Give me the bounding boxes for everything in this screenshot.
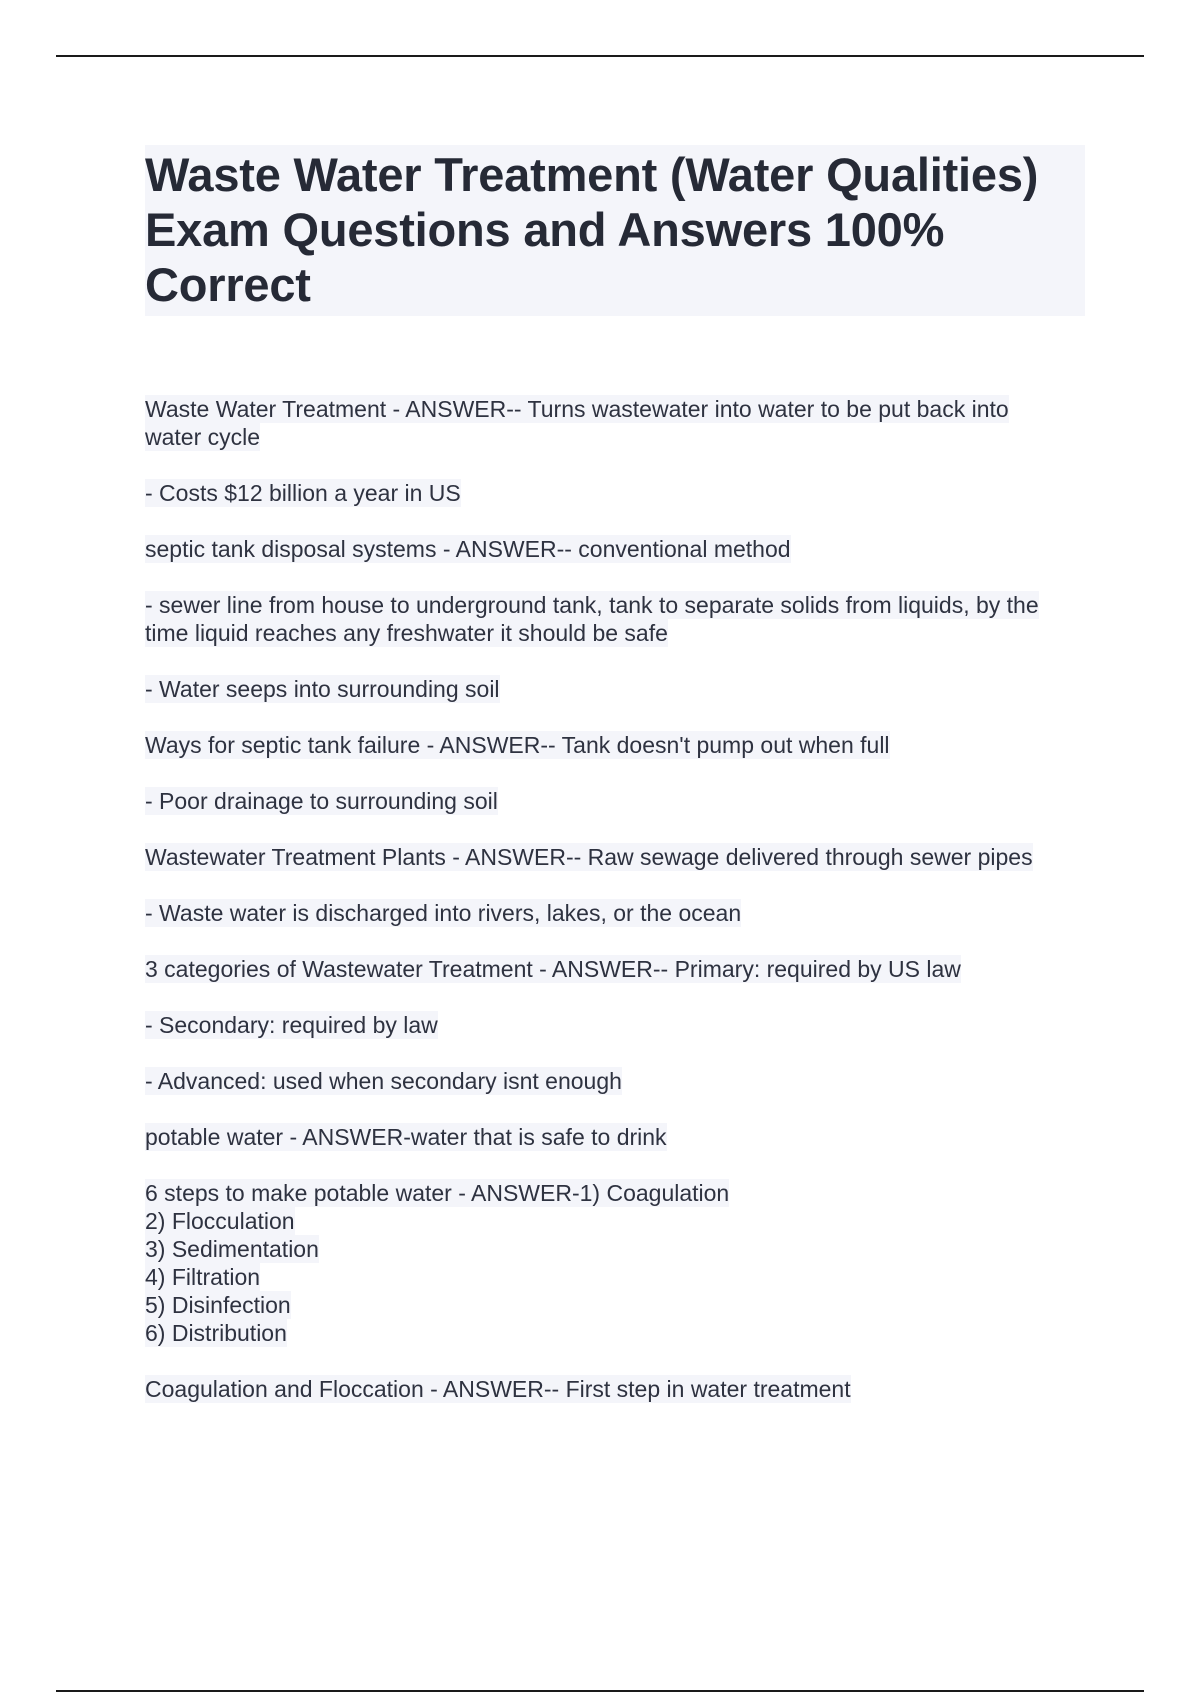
entry-line: potable water - ANSWER-water that is safe to drink [145,1124,667,1150]
qa-entry [145,1067,1095,1095]
entry-line: 6) Distribution [145,1320,287,1346]
title-line: Exam Questions and Answers 100% [145,203,945,256]
entry-line: - Advanced: used when secondary isnt enough [145,1068,622,1094]
entry-line: - Secondary: required by law [145,1012,438,1038]
entry-line: - Water seeps into surrounding soil [145,676,500,702]
qa-list [145,395,1095,1431]
qa-entry [145,479,1095,507]
qa-entry [145,395,1095,451]
qa-entry [145,899,1095,927]
entry-line: Waste Water Treatment - ANSWER-- Turns wastewater into water to be put back into [145,396,1009,422]
entry-line: - sewer line from house to underground tank, tank to separate solids from liquids, by the [145,592,1039,618]
entry-line: 4) Filtration [145,1264,261,1290]
title-block [145,145,1085,316]
qa-entry [145,1179,1095,1347]
entry-line: Wastewater Treatment Plants - ANSWER-- Raw sewage delivered through sewer pipes [145,844,1033,870]
entry-line: - Costs $12 billion a year in US [145,480,461,506]
qa-entry [145,787,1095,815]
entry-line: 3) Sedimentation [145,1236,319,1262]
entry-line: time liquid reaches any freshwater it should be safe [145,620,668,646]
qa-entry [145,535,1095,563]
entry-line: 3 categories of Wastewater Treatment - ANSWER-- Primary: required by US law [145,956,961,982]
qa-entry [145,731,1095,759]
qa-entry [145,1011,1095,1039]
entry-line: water cycle [145,424,261,450]
title-line: Waste Water Treatment (Water Qualities) [145,148,1039,201]
qa-entry [145,1123,1095,1151]
bottom-rule [56,1690,1144,1692]
entry-line: 6 steps to make potable water - ANSWER-1) Coagulation [145,1180,730,1206]
entry-line: Coagulation and Floccation - ANSWER-- First step in water treatment [145,1376,851,1402]
qa-entry [145,675,1095,703]
entry-line: - Waste water is discharged into rivers, lakes, or the ocean [145,900,742,926]
document-title [145,147,1085,312]
entry-line: - Poor drainage to surrounding soil [145,788,498,814]
entry-line: septic tank disposal systems - ANSWER-- conventional method [145,536,791,562]
title-line: Correct [145,258,311,311]
entry-line: Ways for septic tank failure - ANSWER-- Tank doesn't pump out when full [145,732,890,758]
entry-line: 5) Disinfection [145,1292,291,1318]
qa-entry [145,1375,1095,1403]
qa-entry [145,955,1095,983]
entry-line: 2) Flocculation [145,1208,295,1234]
qa-entry [145,591,1095,647]
top-rule [56,55,1144,57]
qa-entry [145,843,1095,871]
